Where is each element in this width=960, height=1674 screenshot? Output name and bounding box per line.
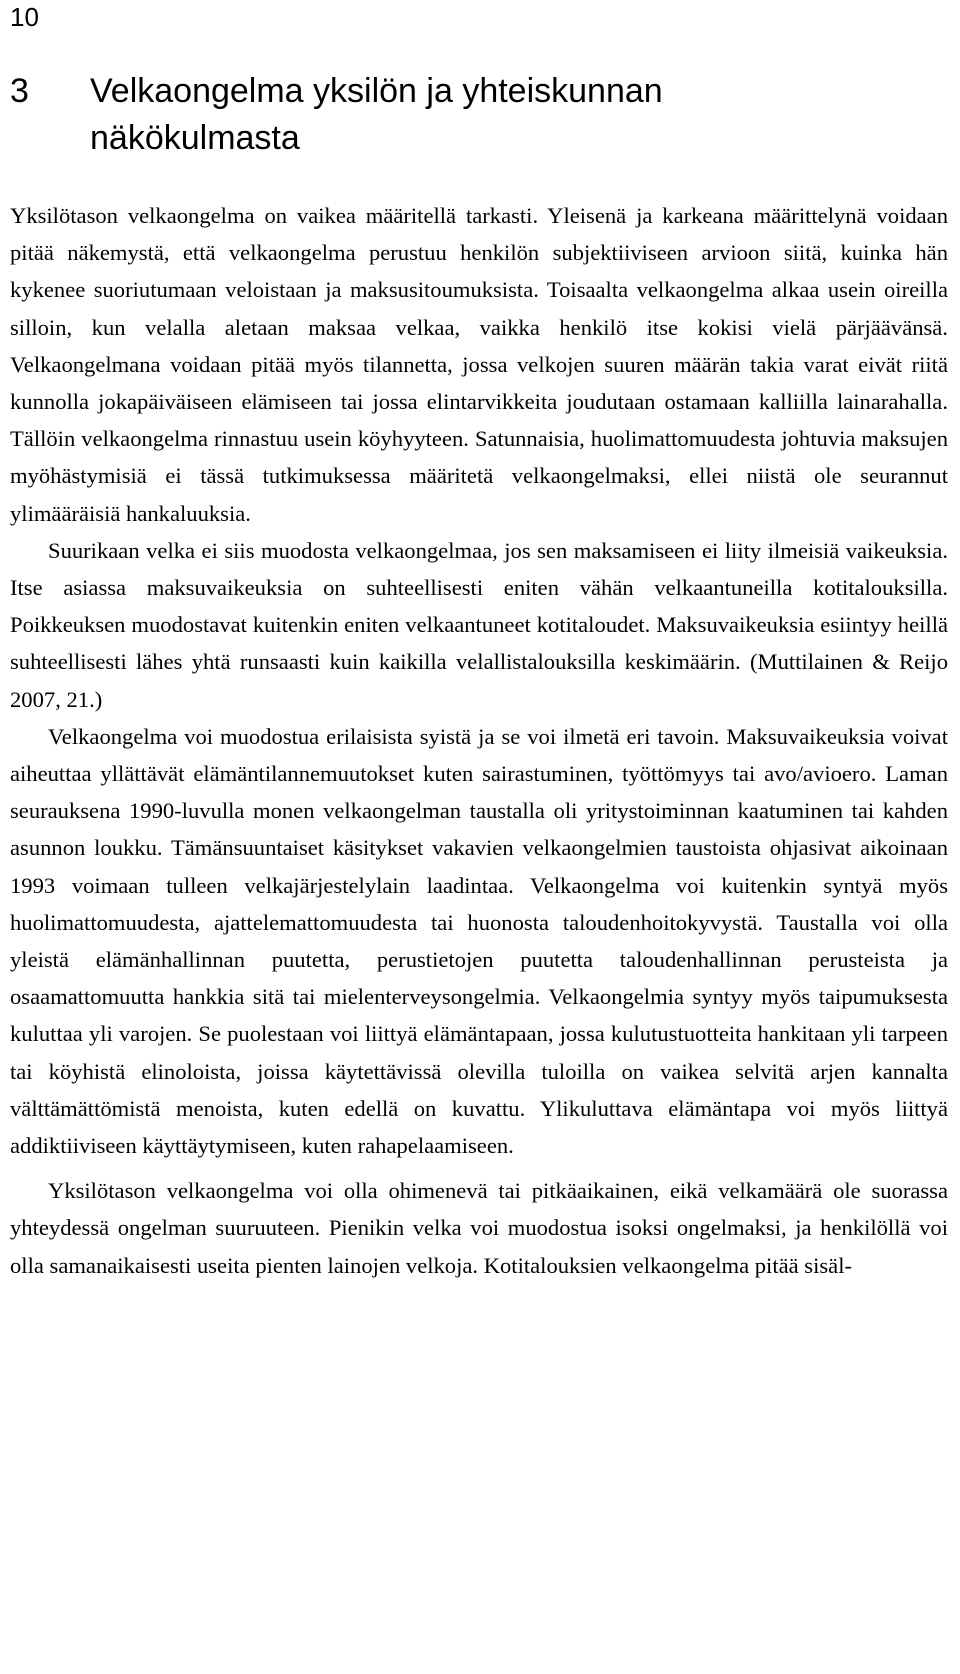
- chapter-title-line-1: Velkaongelma yksilön ja yhteiskunnan: [90, 72, 663, 110]
- paragraph-4: Yksilötason velkaongelma voi olla ohimenevä tai pitkäaikainen, eikä velkamäärä ole suorassa yhteydessä ongelman suuruuteen. Pienikin velka voi muodostua isoksi ongelmaksi, ja henkilöllä voi olla samanaikaisesti useita pienten lainojen velkoja. Kotitalouksien velkaongelma pitää sisäl-: [10, 1178, 948, 1278]
- page-number: 10: [10, 2, 39, 32]
- paragraph-1: Yksilötason velkaongelma on vaikea määritellä tarkasti. Yleisenä ja karkeana määrittelynä voidaan pitää näkemystä, että velkaongelma perustuu henkilön subjektiiviseen arvioon siitä, kuinka hän kykenee suoriutumaan veloistaan ja maksusitoumuksista. Toisaalta velkaongelma alkaa usein oireilla silloin, kun velalla aletaan maksaa velkaa, vaikka henkilö itse kokisi vielä pärjäävänsä. Velkaongelmana voidaan pitää myös tilannetta, jossa velkojen suuren määrän takia varat eivät riitä kunnolla jokapäiväiseen elämiseen tai jossa elintarvikkeita joudutaan ostamaan kalliilla lainarahalla. Tällöin velkaongelma rinnastuu usein köyhyyteen. Satunnaisia, huolimattomuudesta johtuvia maksujen myöhästymisiä ei tässä tutkimuksessa määritetä velkaongelmaksi, ellei niistä ole seurannut ylimääräisiä hankaluuksia.: [10, 203, 948, 526]
- chapter-heading: [10, 68, 940, 162]
- paragraph-2: Suurikaan velka ei siis muodosta velkaongelmaa, jos sen maksamiseen ei liity ilmeisiä vaikeuksia. Itse asiassa maksuvaikeuksia on suhteellisesti eniten vähän velkaantuneilla kotitalouksilla. Poikkeuksen muodostavat kuitenkin eniten velkaantuneet kotitaloudet. Maksuvaikeuksia esiintyy heillä suhteellisesti lähes yhtä runsaasti kuin kaikilla velallistalouksilla keskimäärin. (Muttilainen & Reijo 2007, 21.): [10, 537, 948, 712]
- paragraph-3: Velkaongelma voi muodostua erilaisista syistä ja se voi ilmetä eri tavoin. Maksuvaikeuksia voivat aiheuttaa yllättävät elämäntilannemuutokset kuten sairastuminen, työttömyys tai avo/avioero. Laman seurauksena 1990-luvulla monen velkaongelman taustalla oli yritystoiminnan kaatuminen tai kahden asunnon loukku. Tämänsuuntaiset käsitykset vakavien velkaongelmien taustoista ohjasivat aikoinaan 1993 voimaan tulleen velkajärjestelylain laadintaa. Velkaongelma voi kuitenkin syntyä myös huolimattomuudesta, ajattelemattomuudesta tai huonosta taloudenhoitokyvystä. Taustalla voi olla yleistä elämänhallinnan puutetta, perustietojen puutetta taloudenhallinnan perusteista ja osaamattomuutta hankkia sitä tai mielenterveysongelmia. Velkaongelmia syntyy myös taipumuksesta kuluttaa yli varojen. Se puolestaan voi liittyä elämäntapaan, jossa kulutustuotteita hankitaan yli tarpeen tai köyhistä elinoloista, joissa käytettävissä olevilla tuloilla on vaikea selvitä arjen kannalta välttämättömistä menoista, kuten edellä on kuvattu. Ylikuluttava elämäntapa voi myös liittyä addiktiiviseen käyttäytymiseen, kuten rahapelaamiseen.: [10, 723, 948, 1159]
- body-text: [10, 197, 948, 1284]
- chapter-title-line-2: näkökulmasta: [90, 119, 300, 157]
- heading-line-1: [10, 68, 940, 115]
- chapter-number: 3: [10, 72, 29, 110]
